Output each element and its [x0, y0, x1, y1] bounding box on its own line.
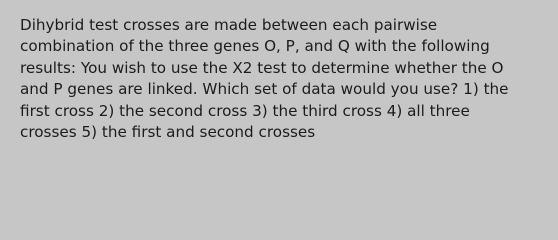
question-line: and P genes are linked. Which set of data would you use? 1) the — [20, 80, 509, 99]
question-line: crosses 5) the first and second crosses — [20, 123, 316, 142]
question-text — [20, 15, 550, 143]
question-line: Dihybrid test crosses are made between each pairwise — [20, 16, 438, 34]
question-line: combination of the three genes O, P, and Q with the following — [20, 37, 490, 56]
question-line: first cross 2) the second cross 3) the third cross 4) all three — [20, 101, 470, 120]
question-line: results: You wish to use the X2 test to determine whether the O — [20, 58, 504, 77]
